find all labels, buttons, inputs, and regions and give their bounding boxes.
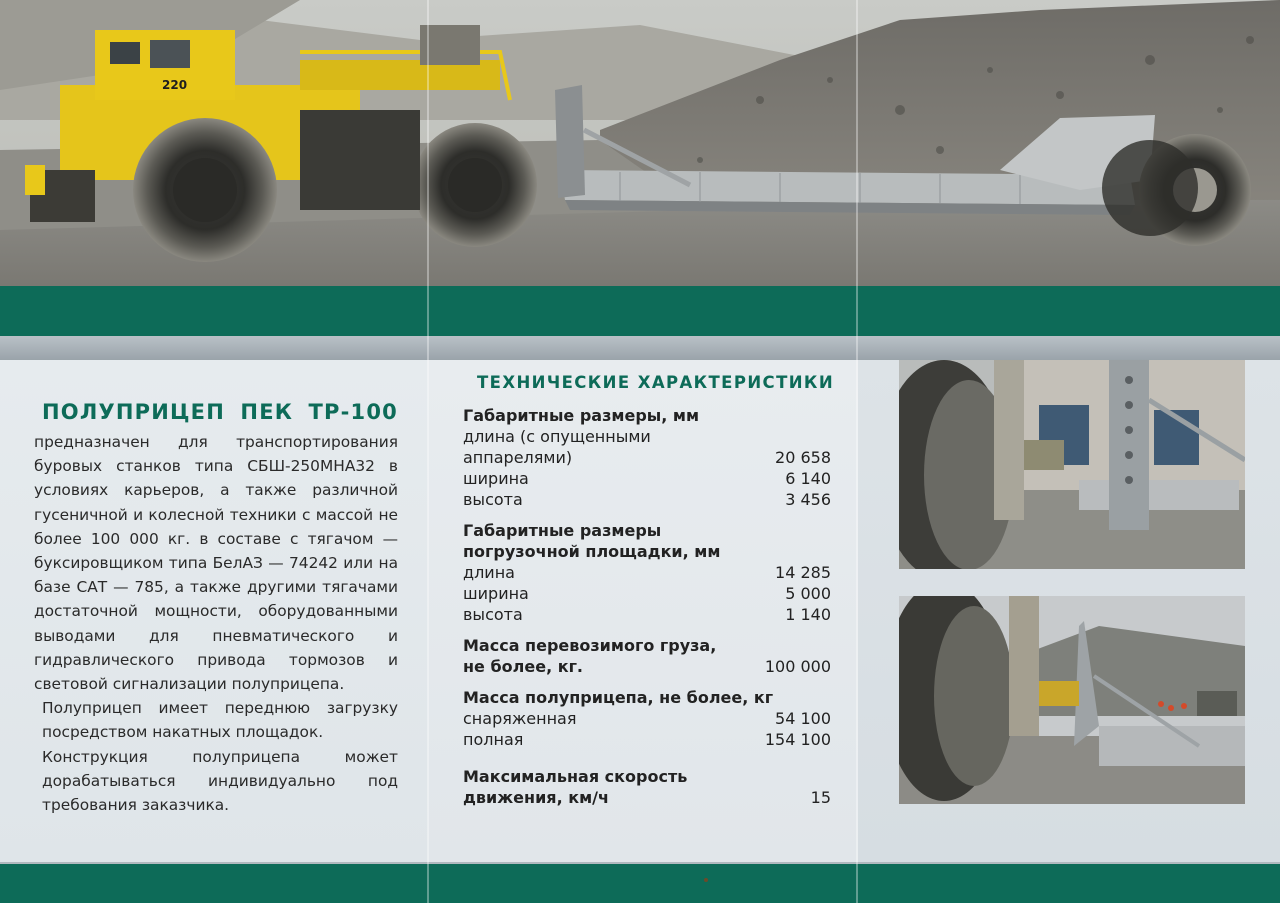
spec-heading: Масса перевозимого груза, [463,636,717,655]
spec-heading: Масса полуприцепа, не более, кг [463,688,774,707]
spec-value: 6 140 [785,469,831,488]
spec-label: не более, кг. [463,657,584,676]
spec-heading: Максимальная скорость [463,767,688,786]
spec-label: снаряженная [463,709,577,728]
spec-group-mass [463,687,831,750]
spec-label: длина (с опущенными аппарелями) [463,427,651,467]
spec-row-length [463,426,831,468]
fold-line-1 [427,0,429,903]
spec-row-curb [463,708,831,729]
spec-value: 154 100 [764,730,831,749]
spec-heading: Габаритные размеры погрузочной площадки, мм [463,521,721,561]
fold-line-2 [856,0,858,903]
spec-value: 15 [810,788,831,807]
spec-row-length [463,562,831,583]
spec-label: высота [463,490,523,509]
spec-value: 3 456 [785,490,831,509]
spec-row-height [463,604,831,625]
ramp-closeup-illustration [899,360,1245,569]
spec-value: 100 000 [764,657,831,676]
spec-row-speed [463,787,831,808]
spec-group-speed [463,766,831,808]
spec-label: движения, км/ч [463,788,609,807]
ramp-closeup-photo [899,360,1245,569]
spec-label: высота [463,605,523,624]
spec-row-width [463,583,831,604]
svg-text:220: 220 [162,78,188,92]
spec-value: 5 000 [785,584,831,603]
spec-label: длина [463,563,515,582]
top-green-stripe [0,286,1280,340]
loading-illustration [899,596,1245,804]
spec-label: ширина [463,584,529,603]
print-speck [704,878,708,882]
spec-label: ширина [463,469,529,488]
spec-value: 1 140 [785,605,831,624]
spec-value: 14 285 [775,563,831,582]
spec-value: 54 100 [775,709,831,728]
spec-row-cargo [463,656,831,677]
description-paragraph: Конструкция полуприцепа может дорабатываться индивидуально под требования заказчика. [42,747,398,815]
spec-heading: Габаритные размеры, мм [463,406,700,425]
specs-table [463,405,831,818]
spec-label: полная [463,730,524,749]
spec-group-overall [463,405,831,510]
spec-row-width [463,468,831,489]
product-title: ПОЛУПРИЦЕП ПЕК ТР-100 [42,400,398,424]
spec-value: 20 658 [775,448,831,467]
top-grey-stripe [0,336,1280,360]
spec-group-platform [463,520,831,625]
specs-title: ТЕХНИЧЕСКИЕ ХАРАКТЕРИСТИКИ [477,373,835,392]
hero-photo [0,0,1280,300]
bottom-green-stripe [0,864,1280,903]
spec-row-height [463,489,831,510]
description-paragraph: Полуприцеп имеет переднюю загрузку посредством накатных площадок. [42,699,398,742]
spec-row-full [463,729,831,750]
spec-group-cargo [463,635,831,677]
product-description [34,430,398,817]
loading-photo [899,596,1245,804]
truck-trailer-illustration [0,0,1280,300]
description-paragraph: предназначен для транспортирования буровых станков типа СБШ-250МНА32 в условиях карьеров, а также различной гусеничной и колесной техники с массой не более 100 000 кг. в составе с тягачом — буксировщиком типа БелАЗ — 74242 или на базе САТ — 785, а также другими тягачами достаточной мощности, оборудованными выводами для пневматического и гидравлического привода тормозов и световой сигнализации полуприцепа. [34,433,398,694]
